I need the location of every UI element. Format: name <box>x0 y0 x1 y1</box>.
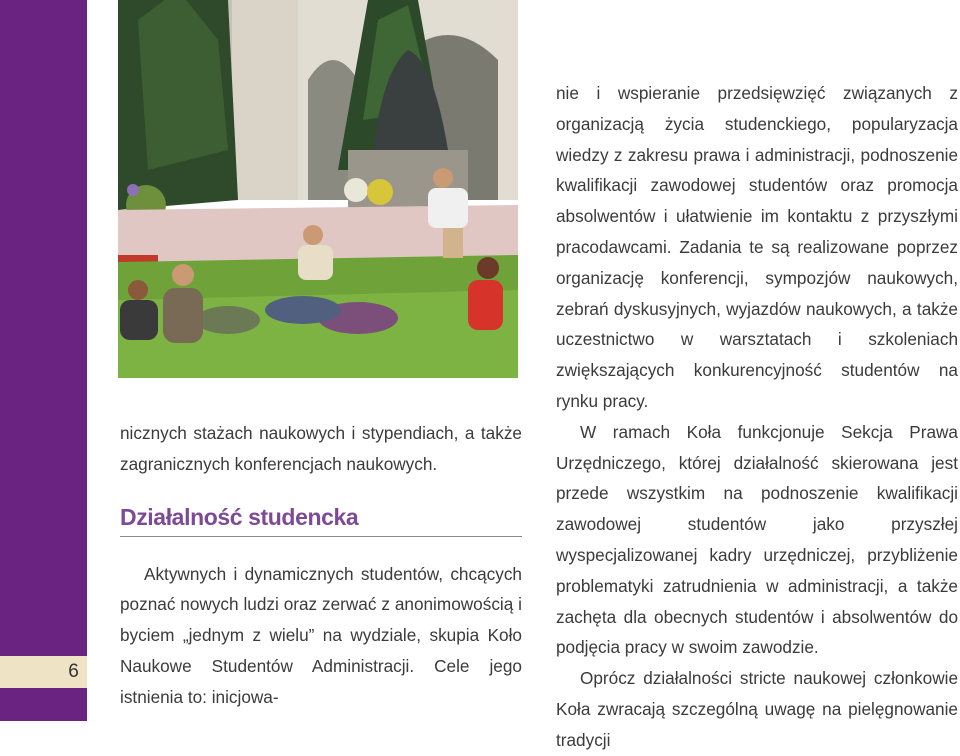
body-paragraph: W ramach Koła funkcjonuje Sekcja Prawa Urzędniczego, której działalność skierowana jest przede wszystkim na podnoszenie kwalifikacji zawodowej studentów jako przyszłej wyspecjalizowanej kadry urzędniczej, przybliżenie problematyki zatrudnienia w administracji, a także zachęta dla obecnych studentów i absolwentów do podjęcia pracy w swoim zawodzie. <box>556 421 958 658</box>
body-paragraph-continued: nie i wspieranie przedsięwzięć związanych z organizacją życia studenckiego, popularyzacja wiedzy z zakresu prawa i administracji, podnoszenie kwalifikacji zawodowej studentów oraz promocja absolwentów i ułatwienie im kontaktu z przyszłymi pracodawcami. Zadania te są realizowane poprzez organizację konferencji, sympozjów naukowych, zebrań dyskusyjnych, wyjazdów naukowych, a także uczestnictwo w warsztatach i szkoleniach zwiększających konkurencyjność studentów na rynku pracy. <box>556 83 958 411</box>
photo-students-on-lawn-icon <box>118 0 518 378</box>
section-heading: Działalność studencka <box>120 500 522 537</box>
body-paragraph: Aktywnych i dynamicznych studentów, chcących poznać nowych ludzi oraz zerwać z anonimowością i byciem „jednym z wielu” na wydziale, skupia Koło Naukowe Studentów Administracji. Cele jego istnienia to: inicjowa- <box>120 563 522 707</box>
right-text-column <box>556 78 958 756</box>
purple-side-bar <box>0 0 87 721</box>
students-photo <box>118 0 518 378</box>
intro-continued-text: nicznych stażach naukowych i stypendiach, a także zagranicznych konferencjach naukowych. <box>120 423 522 474</box>
page-number: 6 <box>68 661 79 682</box>
left-text-column <box>120 418 522 713</box>
body-paragraph: Oprócz działalności stricte naukowej członkowie Koła zwracają szczególną uwagę na pielęgnowanie tradycji <box>556 668 958 750</box>
